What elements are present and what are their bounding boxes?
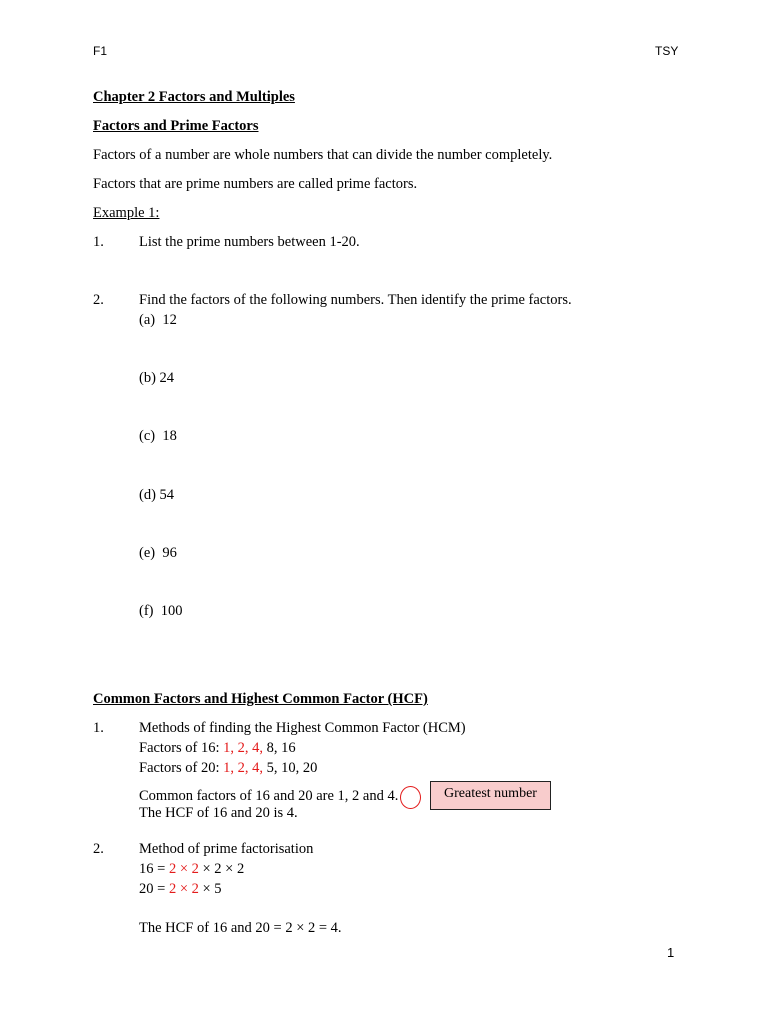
item2-number: 2. [93, 841, 104, 857]
item2-heading: Method of prime factorisation [139, 841, 314, 857]
part-value: 96 [162, 545, 177, 561]
page-number: 1 [667, 945, 675, 960]
section2-title: Common Factors and Highest Common Factor (HCF) [93, 691, 428, 707]
factors-of-16-rest: 8, 16 [263, 740, 296, 756]
hcf-statement: The HCF of 16 and 20 is 4. [139, 805, 298, 821]
common-prime-factors-highlight: 2 × 2 [168, 861, 199, 877]
factors-of-20-prefix: Factors of 20: [139, 760, 224, 776]
common-factors-highlight: 1, 2, 4, [223, 740, 264, 756]
part-label: (c) [139, 428, 156, 444]
highlight-circle [400, 786, 421, 809]
hcf-result: The HCF of 16 and 20 = 2 × 2 = 4. [139, 920, 342, 936]
common-factors-line: Common factors of 16 and 20 are 1, 2 and 4. [139, 788, 399, 804]
part-value: 24 [159, 370, 175, 386]
common-factors-highlight: 1, 2, 4, [223, 760, 264, 776]
part-label: (b) [139, 370, 156, 386]
question1-number: 1. [93, 234, 104, 250]
part-value: 12 [162, 312, 177, 328]
factorisation-20-rest: × 5 [198, 881, 222, 897]
prime-factor-paragraph: Factors that are prime numbers are called prime factors. [93, 176, 418, 192]
definition-paragraph: Factors of a number are whole numbers that can divide the number completely. [93, 147, 553, 163]
part-label: (e) [139, 545, 156, 561]
factors-of-20-line [139, 759, 317, 777]
part-value: 54 [159, 487, 175, 503]
question2-text: Find the factors of the following numbers. Then identify the prime factors. [139, 292, 572, 308]
part-label: (d) [139, 487, 156, 503]
part-d [139, 486, 174, 504]
part-f [139, 602, 183, 620]
item1-number: 1. [93, 720, 104, 736]
question1-text: List the prime numbers between 1-20. [139, 234, 360, 250]
part-label: (f) [139, 603, 154, 619]
factorisation-20-line [139, 880, 222, 898]
section1-title: Factors and Prime Factors [93, 118, 259, 134]
part-b [139, 369, 174, 387]
part-e [139, 544, 177, 562]
header-left: F1 [93, 44, 108, 58]
common-prime-factors-highlight: 2 × 2 [168, 881, 199, 897]
question2-number: 2. [93, 292, 104, 308]
part-label: (a) [139, 312, 156, 328]
factorisation-20-prefix: 20 = [139, 881, 169, 897]
part-value: 100 [160, 603, 183, 619]
header-right: TSY [655, 44, 679, 58]
factors-of-16-prefix: Factors of 16: [139, 740, 224, 756]
factors-of-16-line [139, 739, 296, 757]
chapter-title: Chapter 2 Factors and Multiples [93, 89, 295, 105]
factors-of-20-rest: 5, 10, 20 [263, 760, 318, 776]
part-c [139, 427, 177, 445]
part-value: 18 [162, 428, 177, 444]
part-a [139, 311, 177, 329]
item1-heading: Methods of finding the Highest Common Factor (HCM) [139, 720, 466, 736]
greatest-number-callout: Greatest number [430, 781, 551, 810]
factorisation-16-prefix: 16 = [139, 861, 169, 877]
factorisation-16-rest: × 2 × 2 [198, 861, 245, 877]
factorisation-16-line [139, 860, 244, 878]
example-label: Example 1: [93, 205, 160, 221]
